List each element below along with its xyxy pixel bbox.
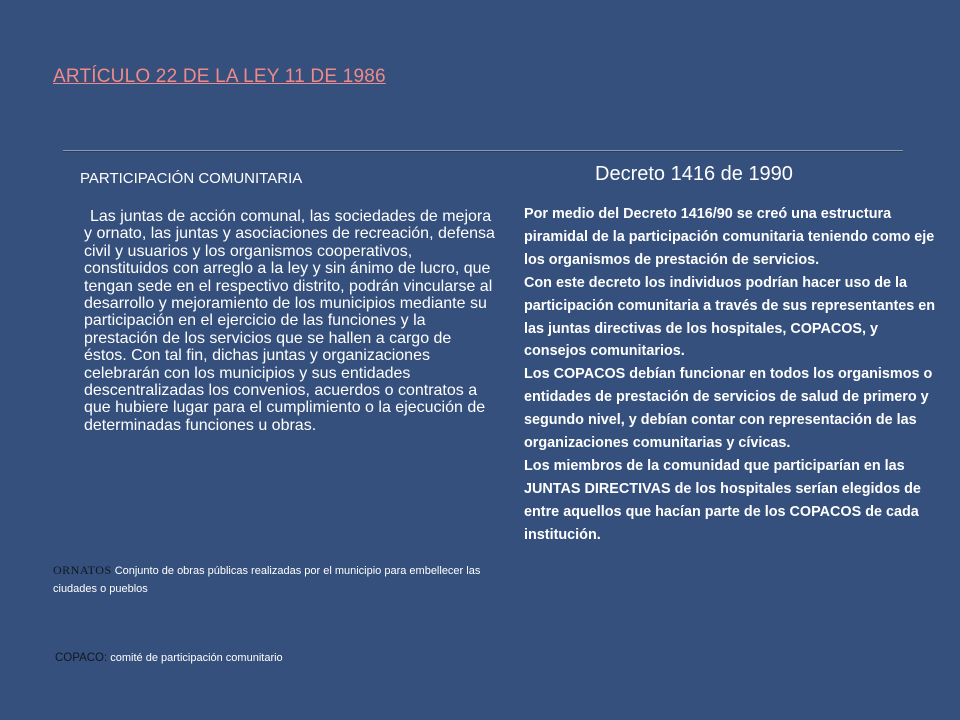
right-paragraph: Los miembros de la comunidad que participarían en las JUNTAS DIRECTIVAS de los hospitales serían elegidos de entre aquellos que hacían parte de los COPACOS de cada institución. xyxy=(524,457,921,543)
right-heading: Decreto 1416 de 1990 xyxy=(595,163,793,185)
horizontal-divider xyxy=(63,150,903,151)
ornatos-footnote xyxy=(53,561,493,598)
right-paragraph: Con este decreto los individuos podrían hacer uso de la participación comunitaria a través de sus representantes en las juntas directivas de los hospitales, COPACOS, y consejos comunitarios. xyxy=(524,274,936,360)
copaco-definition: comité de participación comunitario xyxy=(110,652,283,664)
right-paragraph: Por medio del Decreto 1416/90 se creó una estructura piramidal de la participación comunitaria teniendo como eje los organismos de prestación de servicios. xyxy=(524,206,935,268)
right-paragraph: Los COPACOS debían funcionar en todos los organismos o entidades de prestación de servicios de salud de primero y segundo nivel, y debían contar con representación de las organizaciones comunitarias y cívicas. xyxy=(524,366,933,452)
copaco-term: COPACO: xyxy=(55,652,108,664)
ornatos-term: ORNATOS xyxy=(53,563,112,577)
right-body-text xyxy=(524,203,942,547)
slide-title-link[interactable]: ARTÍCULO 22 DE LA LEY 11 DE 1986 xyxy=(53,66,386,87)
copaco-footnote xyxy=(55,652,283,664)
left-body-text: Las juntas de acción comunal, las sociedades de mejora y ornato, las juntas y asociaciones de recreación, defensa civil y usuarios y los organismos cooperativos, constituidos con arreglo a la ley y sin ánimo de lucro, que tengan sede en el respectivo distrito, podrán vincularse al desarrollo y mejoramiento de los municipios mediante su participación en el ejercicio de las funciones y la prestación de los servicios que se hallen a cargo de éstos. Con tal fin, dichas juntas y organizaciones celebrarán con los municipios y sus entidades descentralizadas los convenios, acuerdos o contratos a que hubiere lugar para el cumplimiento o la ejecución de determinadas funciones u obras. xyxy=(84,208,495,434)
left-heading: PARTICIPACIÓN COMUNITARIA xyxy=(80,170,303,187)
ornatos-definition: Conjunto de obras públicas realizadas por el municipio para embellecer las ciudades o pueblos xyxy=(53,565,481,595)
